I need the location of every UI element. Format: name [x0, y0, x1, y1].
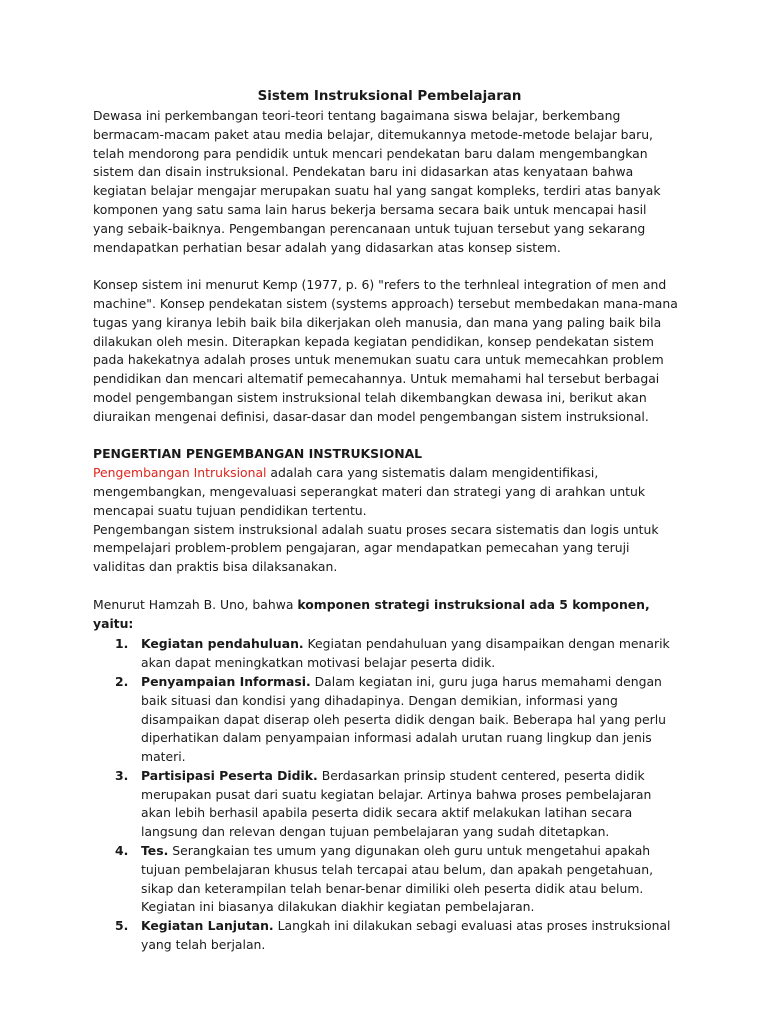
definition-text: adalah cara yang sistematis dalam mengidentifikasi, mengembangkan, mengevaluasi seperangkat materi dan strategi yang di arahkan untuk mencapai suatu tujuan pendidikan tertentu.: [93, 465, 646, 518]
list-item-lead: Penyampaian Informasi.: [141, 673, 311, 689]
list-item-text: Kegiatan pendahuluan yang disampaikan dengan menarik akan dapat meningkatkan motivasi belajar peserta didik.: [141, 636, 670, 671]
list-item-lead: Kegiatan Lanjutan.: [141, 918, 274, 934]
list-item-lead: Partisipasi Peserta Didik.: [141, 767, 318, 783]
list-item: [141, 673, 678, 767]
list-item-text: Serangkaian tes umum yang digunakan oleh guru untuk mengetahui apakah tujuan pembelajaran khusus telah tercapai atau belum, dan apakah pengetahuan, sikap dan keterampilan telah benar-benar dimiliki oleh peserta didik atau belum. Kegiatan ini biasanya dilakukan diakhir kegiatan pembelajaran.: [141, 843, 654, 915]
components-intro: [93, 596, 678, 634]
intro-paragraph: Dewasa ini perkembangan teori-teori tentang bagaimana siswa belajar, berkembang bermacam-macam paket atau media belajar, ditemukannya metode-metode belajar baru, telah mendorong para pendidik untuk mencari pendekatan baru dalam mengembangkan sistem dan disain instruksional. Pendekatan baru ini didasarkan atas kenyataan bahwa kegiatan belajar mengajar merupakan suatu hal yang sangat kompleks, terdiri atas banyak komponen yang satu sama lain harus bekerja bersama secara baik untuk mencapai hasil yang sebaik-baiknya. Pengembangan perencanaan untuk tujuan tersebut yang sekarang mendapatkan perhatian besar adalah yang didasarkan atas konsep sistem.: [93, 108, 661, 255]
definition-term: Pengembangan Intruksional: [93, 465, 267, 481]
paragraph-spacer: [93, 427, 678, 446]
list-item-text: Dalam kegiatan ini, guru juga harus memahami dengan baik situasi dan kondisi yang dihadapinya. Dengan demikian, informasi yang disampaikan dapat diserap oleh peserta didik dengan baik. Beberapa hal yang perlu diperhatikan dalam penyampaian informasi adalah urutan ruang lingkup dan jenis materi.: [141, 673, 667, 765]
process-paragraph: Pengembangan sistem instruksional adalah suatu proses secara sistematis dan logis untuk mempelajari problem-problem pengajaran, agar mendapatkan pemecahan yang teruji validitas dan praktis bisa dilaksanakan.: [93, 521, 659, 575]
document-title: Sistem Instruksional Pembelajaran: [257, 89, 522, 104]
list-item: [141, 767, 678, 842]
components-intro-text: Menurut Hamzah B. Uno, bahwa: [93, 596, 298, 612]
paragraph-spacer: [93, 577, 678, 596]
list-item-lead: Tes.: [141, 843, 169, 859]
list-item-lead: Kegiatan pendahuluan.: [141, 636, 304, 652]
list-item: [141, 635, 678, 673]
paragraph-spacer: [93, 257, 678, 276]
components-list: [93, 635, 678, 955]
list-item-text: Berdasarkan prinsip student centered, peserta didik merupakan pusat dari suatu kegiatan belajar. Artinya bahwa proses pembelajaran akan lebih berhasil apabila peserta didik secara aktif melakukan latihan secara langsung dan relevan dengan tujuan pembelajaran yang sudah ditetapkan.: [141, 767, 652, 840]
components-intro-end: , yaitu:: [93, 596, 650, 631]
list-item: [141, 917, 678, 955]
system-concept-paragraph: Konsep sistem ini menurut Kemp (1977, p. 6) "refers to the terhnleal integration of men and machine". Konsep pendekatan sistem (systems approach) tersebut membedakan mana-mana tugas yang kiranya lebih baik bila dikerjakan oleh manusia, dan mana yang paling baik bila dilakukan oleh mesin. Diterapkan kepada kegiatan pendidikan, konsep pendekatan sistem pada hakekatnya adalah proses untuk menemukan suatu cara untuk memecahkan problem pendidikan dan mencari altematif pemecahannya. Untuk memahami hal tersebut berbagai model pengembangan sistem instruksional telah dikembangkan dewasa ini, berikut akan diuraikan mengenai definisi, dasar-dasar dan model pengembangan sistem instruksional.: [93, 277, 678, 424]
definition-paragraph: [93, 464, 678, 520]
list-item: [141, 842, 678, 917]
components-intro-emphasis: komponen strategi instruksional ada 5 komponen: [297, 596, 645, 612]
section-heading: PENGERTIAN PENGEMBANGAN INSTRUKSIONAL: [93, 446, 423, 462]
list-item-text: Langkah ini dilakukan sebagi evaluasi atas proses instruksional yang telah berjalan.: [141, 918, 671, 953]
